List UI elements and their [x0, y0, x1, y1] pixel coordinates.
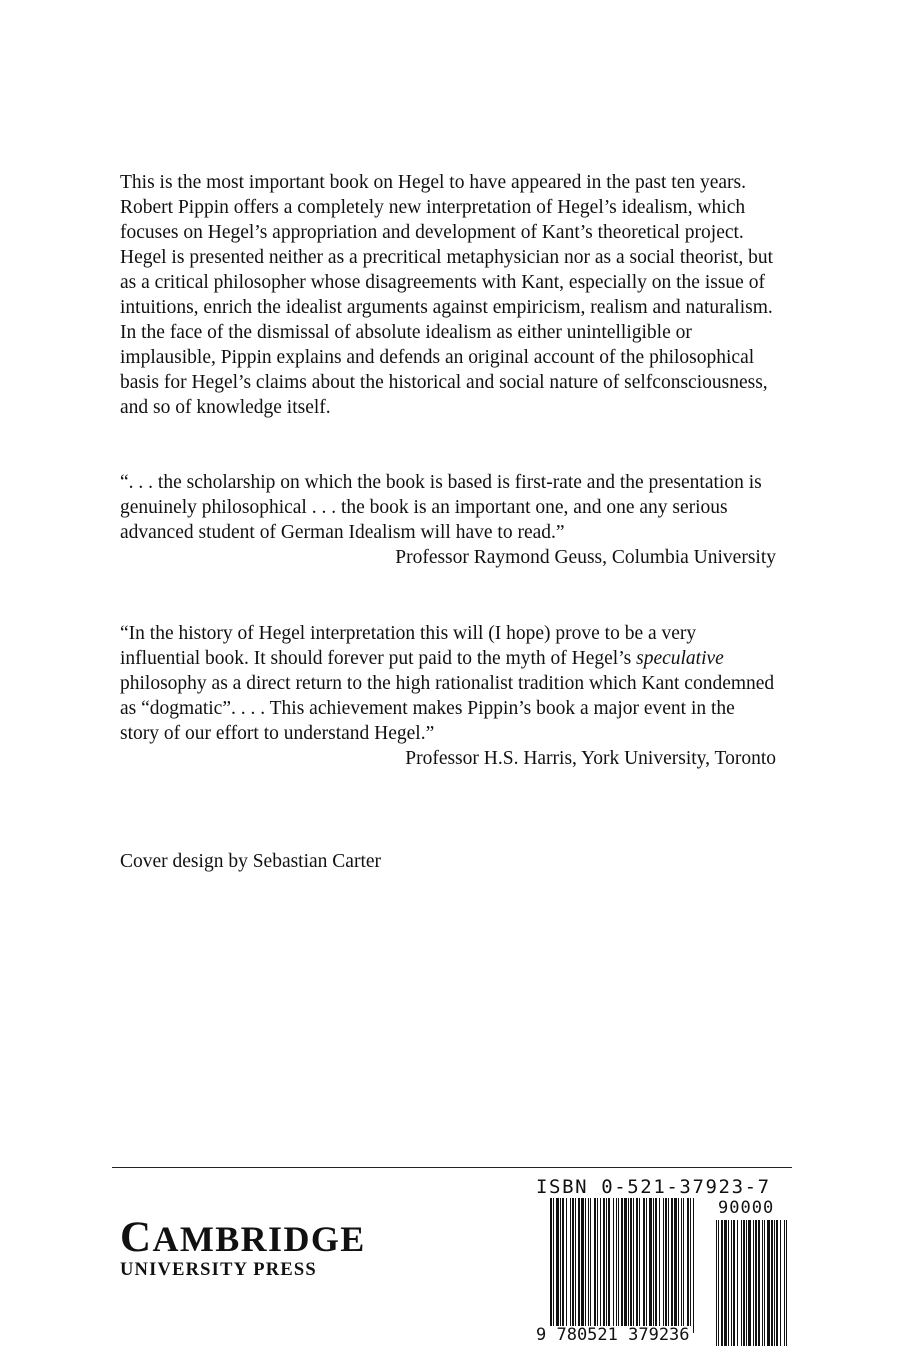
barcode-bar	[621, 1198, 623, 1333]
barcode-bar	[597, 1198, 598, 1333]
supplement-bar	[758, 1220, 760, 1346]
barcode-bar	[590, 1198, 591, 1333]
supplement-bar	[731, 1220, 732, 1346]
barcode	[536, 1198, 791, 1348]
review-attribution: Professor Raymond Geuss, Columbia University	[395, 547, 776, 568]
barcode-bar	[655, 1198, 657, 1333]
supplement-bar	[767, 1220, 770, 1346]
publisher-name-rest: AMBRIDGE	[152, 1219, 366, 1259]
barcode-bar	[678, 1198, 679, 1333]
barcode-bar	[630, 1198, 632, 1333]
supplement-bar	[721, 1220, 723, 1346]
supplement-bar	[771, 1220, 773, 1346]
supplement-bar	[718, 1220, 719, 1346]
barcode-bar	[578, 1198, 580, 1333]
barcode-bar	[616, 1198, 617, 1333]
supplement-bar	[784, 1220, 785, 1346]
publisher-subtitle: UNIVERSITY PRESS	[120, 1260, 317, 1280]
barcode-bar	[671, 1198, 673, 1333]
barcode-bar	[603, 1198, 605, 1333]
barcode-bar	[681, 1198, 682, 1333]
barcode-bar	[566, 1198, 567, 1333]
review-geuss	[120, 470, 776, 570]
barcode-bar	[556, 1198, 559, 1333]
quote-part-start: “In the history of Hegel interpretation this will (I hope) prove to be a very influential book. It should forever put paid to the myth of Hegel’s	[120, 623, 697, 669]
barcode-bar	[690, 1198, 691, 1333]
barcode-bar	[594, 1198, 596, 1333]
supplement-bar	[737, 1220, 738, 1346]
review-quote: “. . . the scholarship on which the book is based is first-rate and the presentation is genuinely philosophical . . . the book is an important one, and one any serious advanced student of German Idealism will have to read.”	[120, 472, 762, 543]
supplement-bar	[762, 1220, 763, 1346]
price-code: 90000	[718, 1198, 775, 1218]
barcode-bar	[646, 1198, 647, 1333]
supplement-bar	[724, 1220, 727, 1346]
barcode-bar	[581, 1198, 584, 1333]
quote-italic-word: speculative	[636, 648, 724, 669]
barcode-bar	[653, 1198, 654, 1333]
barcode-bar	[572, 1198, 574, 1333]
barcode-bar	[624, 1198, 627, 1333]
review-attribution: Professor H.S. Harris, York University, Toronto	[405, 748, 776, 769]
supplement-bar	[716, 1220, 717, 1346]
barcode-bar	[613, 1198, 614, 1333]
supplement-bar	[741, 1220, 742, 1346]
supplement-bar	[776, 1220, 778, 1346]
barcode-bar	[636, 1198, 638, 1333]
divider-rule	[112, 1167, 792, 1168]
supplement-bar	[728, 1220, 729, 1346]
barcode-bar	[683, 1198, 684, 1333]
review-quote	[120, 621, 776, 746]
publisher-name	[120, 1214, 366, 1261]
barcode-bar	[668, 1198, 669, 1333]
barcode-bar	[585, 1198, 586, 1333]
barcode-bar	[663, 1198, 664, 1333]
barcode-bar	[608, 1198, 610, 1333]
review-harris	[120, 621, 776, 771]
supplement-bar	[746, 1220, 747, 1346]
barcode-bar	[550, 1198, 552, 1333]
supplement-bar	[774, 1220, 775, 1346]
barcode-digits: 9 780521 379236	[536, 1325, 690, 1345]
supplement-bar	[786, 1220, 787, 1346]
supplement-bar	[743, 1220, 745, 1346]
barcode-bar	[600, 1198, 601, 1333]
barcode-bar	[562, 1198, 564, 1333]
quote-part-end: philosophy as a direct return to the high rationalist tradition which Kant condemned as “dogmatic”. . . . This achievement makes Pippin’s book a major event in the story of our effort to understand Hegel.”	[120, 673, 775, 744]
barcode-bar	[665, 1198, 667, 1333]
supplement-bar	[733, 1220, 735, 1346]
blurb-paragraph: This is the most important book on Hegel to have appeared in the past ten years. Robert Pippin offers a completely new interpretation of Hegel’s idealism, which focuses on Hegel’s appropriation and development of Kant’s theoretical project. Hegel is presented neither as a precritical metaphysician nor as a social theorist, but as a critical philosopher whose disagreements with Kant, especially on the issue of intuitions, enrich the idealist arguments against empiricism, realism and naturalism. In the face of the dismissal of absolute idealism as either unintelligible or implausible, Pippin explains and defends an original account of the philosophical basis for Hegel’s claims about the historical and social nature of selfconsciousness, and so of knowledge itself.	[120, 172, 774, 418]
supplement-bar	[780, 1220, 781, 1346]
cover-design-credit: Cover design by Sebastian Carter	[120, 851, 382, 872]
barcode-bar	[618, 1198, 619, 1333]
supplement-bar	[755, 1220, 757, 1346]
barcode-bar	[633, 1198, 634, 1333]
supplement-bar	[764, 1220, 765, 1346]
supplement-bar	[753, 1220, 754, 1346]
barcode-bar	[639, 1198, 640, 1333]
barcode-bar	[553, 1198, 554, 1333]
barcode-bar	[560, 1198, 561, 1333]
barcode-bar	[674, 1198, 677, 1333]
publisher-logo	[120, 1214, 366, 1281]
barcode-bar	[643, 1198, 645, 1333]
barcode-bar	[588, 1198, 589, 1333]
barcode-bar	[693, 1198, 694, 1333]
barcode-bar	[649, 1198, 652, 1333]
supplement-bar	[748, 1220, 751, 1346]
barcode-bar	[570, 1198, 571, 1333]
barcode-bar	[628, 1198, 629, 1333]
barcode-bar	[575, 1198, 576, 1333]
isbn-label: ISBN 0-521-37923-7	[536, 1176, 771, 1198]
publisher-name-initial: C	[120, 1214, 153, 1261]
barcode-bar	[659, 1198, 660, 1333]
barcode-bar	[606, 1198, 607, 1333]
barcode-bar	[687, 1198, 689, 1333]
